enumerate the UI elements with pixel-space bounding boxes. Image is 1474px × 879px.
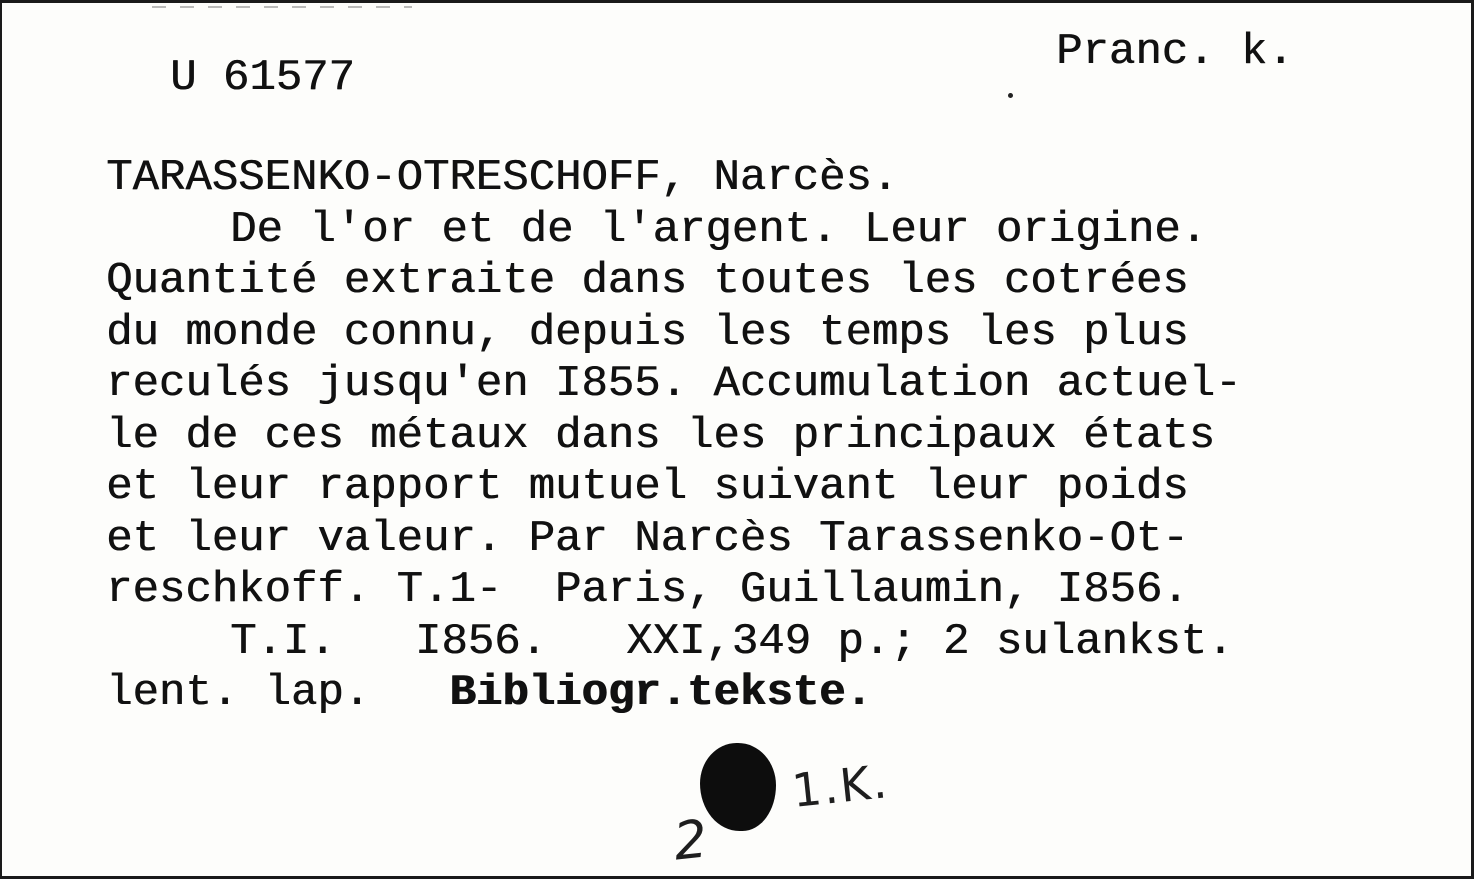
notes-line <box>106 668 1241 720</box>
title-line: et leur rapport mutuel suivant leur poids <box>106 462 1189 512</box>
title-line: De l'or et de l'argent. Leur origine. <box>230 204 1207 255</box>
heading-author: TARASSENKO-OTRESCHOFF, Narcès. <box>106 153 899 203</box>
title-line: le de ces métaux dans les principaux états <box>106 410 1215 461</box>
notes-plain: lent. lap. <box>106 668 450 718</box>
bibliographic-entry <box>106 153 1241 720</box>
title-line: Quantité extraite dans toutes les cotrées <box>106 256 1189 306</box>
imprint-line: reschkoff. T.1- Paris, Guillaumin, I856. <box>106 565 1189 615</box>
call-number: U 61577 <box>170 53 355 103</box>
title-line: reculés jusqu'en I855. Accumulation actuel- <box>106 359 1242 409</box>
scan-smudge <box>152 6 412 8</box>
ink-blot <box>700 743 776 831</box>
handwritten-note: 1.K. <box>789 754 892 818</box>
title-line: du monde connu, depuis les temps les plus <box>106 307 1189 358</box>
handwritten-number: 2 <box>670 809 711 873</box>
collation-line: T.I. I856. XXI,349 p.; 2 sulankst. <box>230 616 1234 667</box>
notes-bibliography: Bibliogr.tekste. <box>449 668 872 718</box>
title-line: et leur valeur. Par Narcès Tarassenko-Ot- <box>106 513 1189 564</box>
stray-dot <box>1008 93 1013 98</box>
location-mark: Pranc. k. <box>1056 27 1294 77</box>
